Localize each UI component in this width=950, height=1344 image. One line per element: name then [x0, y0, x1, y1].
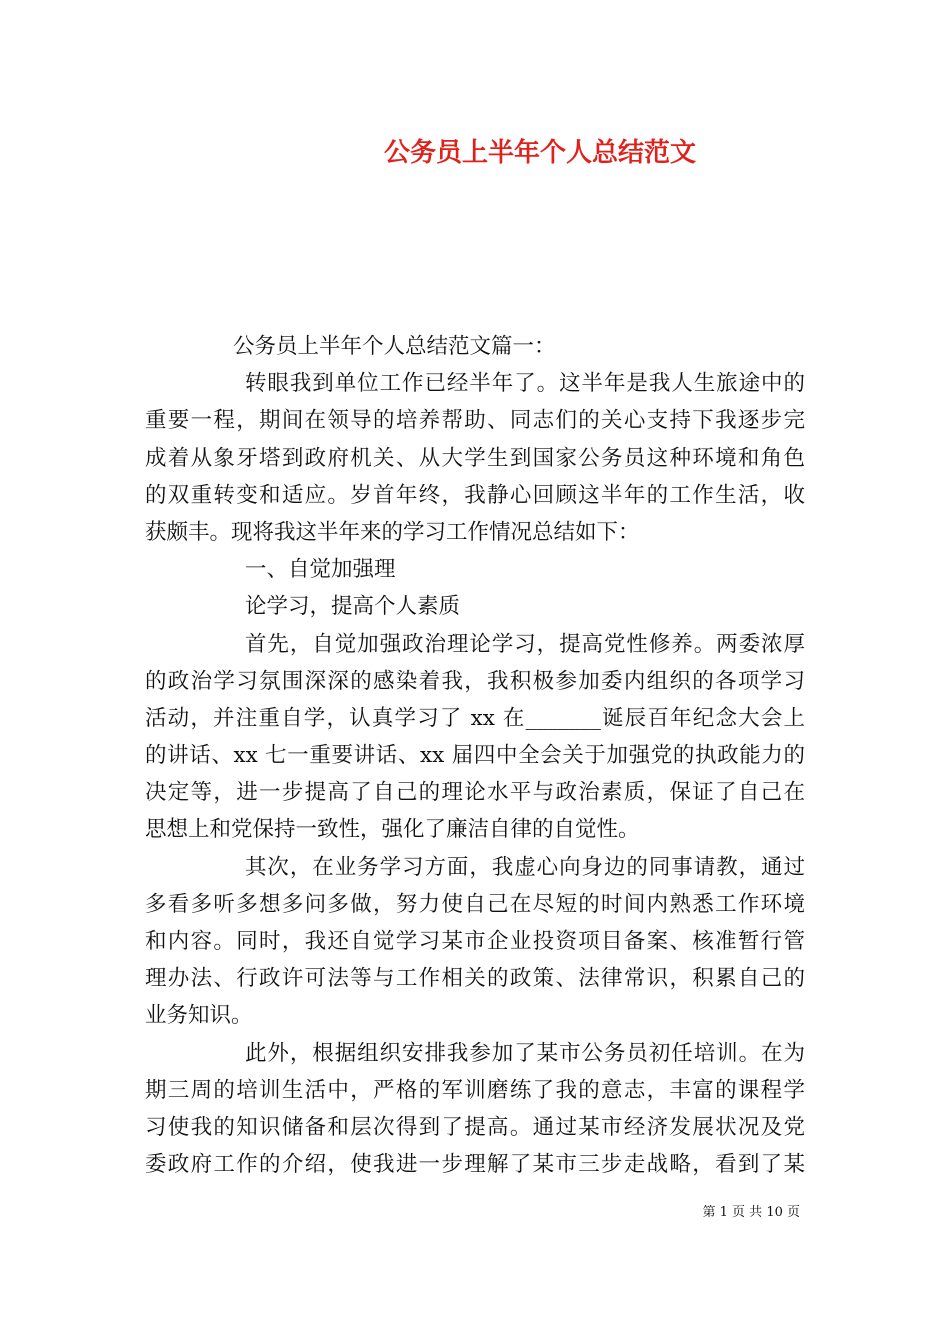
paragraph-line: 此外，根据组织安排我参加了某市公务员初任培训。在为	[245, 1040, 805, 1066]
subsection-heading-continued: 论学习，提高个人素质	[245, 594, 461, 620]
document-title: 公务员上半年个人总结范文	[383, 138, 696, 168]
paragraph-line: 转眼我到单位工作已经半年了。这半年是我人生旅途中的	[245, 371, 805, 397]
paragraph-line: 的讲话、xx 七一重要讲话、xx 届四中全会关于加强党的执政能力的	[145, 743, 805, 769]
document-body	[145, 328, 805, 1183]
paragraph-line: 决定等，进一步提高了自己的理论水平与政治素质，保证了自己在	[145, 780, 805, 806]
paragraph-line: 和内容。同时，我还自觉学习某市企业投资项目备案、核准暂行管	[145, 929, 805, 954]
paragraph-line: 重要一程，期间在领导的培养帮助、同志们的关心支持下我逐步完	[145, 408, 805, 434]
paragraph-line: 的双重转变和适应。岁首年终，我静心回顾这半年的工作生活，收	[145, 482, 805, 508]
page-number-footer: 第 1 页 共 10 页	[702, 1205, 800, 1220]
paragraph-line: 获颇丰。现将我这半年来的学习工作情况总结如下：	[145, 519, 640, 545]
paragraph-line: 其次，在业务学习方面，我虚心向身边的同事请教，通过	[245, 854, 805, 880]
paragraph-line: 业务知识。	[145, 1003, 253, 1029]
paragraph-line: 习使我的知识储备和层次得到了提高。通过某市经济发展状况及党	[145, 1114, 805, 1140]
paragraph-line: 委政府工作的介绍，使我进一步理解了某市三步走战略，看到了某	[145, 1152, 805, 1178]
paragraph-line: 的政治学习氛围深深的感染着我，我积极参加委内组织的各项学习	[145, 668, 805, 694]
paragraph-line: 活动，并注重自学，认真学习了 xx 在_______诞辰百年纪念大会上	[145, 705, 805, 731]
paragraph-line: 思想上和党保持一致性，强化了廉洁自律的自觉性。	[145, 817, 640, 843]
paragraph-line: 多看多听多想多问多做，努力使自己在尽短的时间内熟悉工作环境	[145, 891, 805, 917]
paragraph-line: 成着从象牙塔到政府机关、从大学生到国家公务员这种环境和角色	[145, 445, 805, 471]
paragraph-line: 首先，自觉加强政治理论学习，提高党性修养。两委浓厚	[245, 631, 805, 657]
paragraph-line: 期三周的培训生活中，严格的军训磨练了我的意志，丰富的课程学	[145, 1077, 805, 1103]
paragraph-line: 理办法、行政许可法等与工作相关的政策、法律常识，积累自己的	[145, 966, 805, 992]
section-heading: 公务员上半年个人总结范文篇一：	[233, 334, 556, 359]
subsection-heading: 一、自觉加强理	[245, 557, 396, 583]
